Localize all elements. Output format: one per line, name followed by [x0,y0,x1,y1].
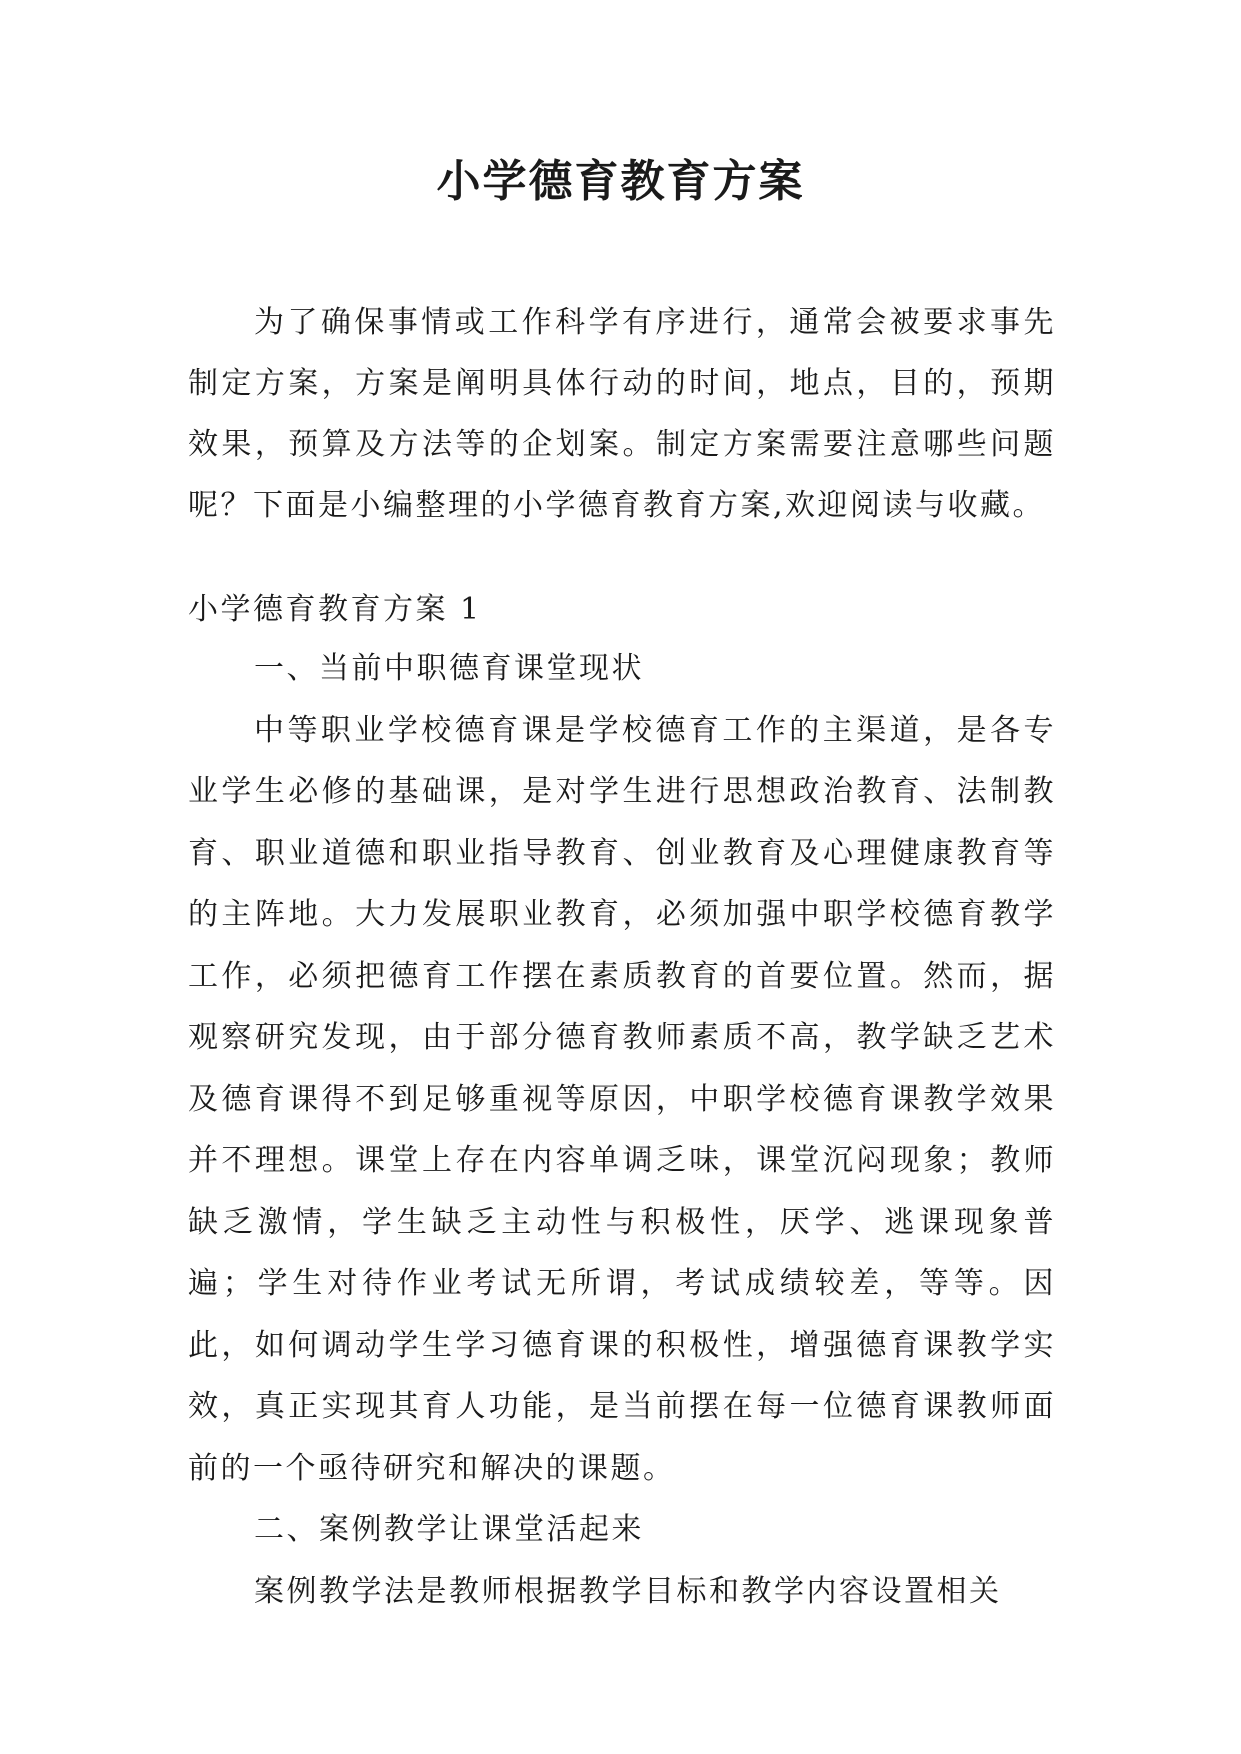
heading-current-status: 一、当前中职德育课堂现状 [254,651,644,686]
section-content [188,638,1056,1622]
intro-paragraph: 为了确保事情或工作科学有序进行，通常会被要求事先制定方案，方案是阐明具体行动的时间，地点，目的，预期效果，预算及方法等的企划案。制定方案需要注意哪些问题呢？下面是小编整理的小学德育教育方案,欢迎阅读与收藏。 [188,305,1056,523]
heading-case-teaching: 二、案例教学让课堂活起来 [254,1512,644,1547]
paragraph-current-status: 中等职业学校德育课是学校德育工作的主渠道，是各专业学生必修的基础课，是对学生进行思想政治教育、法制教育、职业道德和职业指导教育、创业教育及心理健康教育等的主阵地。大力发展职业教育，必须加强中职学校德育教学工作，必须把德育工作摆在素质教育的首要位置。然而，据观察研究发现，由于部分德育教师素质不高，教学缺乏艺术及德育课得不到足够重视等原因，中职学校德育课教学效果并不理想。课堂上存在内容单调乏味，课堂沉闷现象；教师缺乏激情，学生缺乏主动性与积极性，厌学、逃课现象普遍；学生对待作业考试无所谓，考试成绩较差，等等。因此，如何调动学生学习德育课的积极性，增强德育课教学实效，真正实现其育人功能，是当前摆在每一位德育课教师面前的一个亟待研究和解决的课题。 [188,712,1056,1486]
document-title: 小学德育教育方案 [436,156,805,207]
paragraph-case-teaching: 案例教学法是教师根据教学目标和教学内容设置相关 [254,1573,1002,1609]
section-title: 小学德育教育方案 1 [188,592,482,627]
